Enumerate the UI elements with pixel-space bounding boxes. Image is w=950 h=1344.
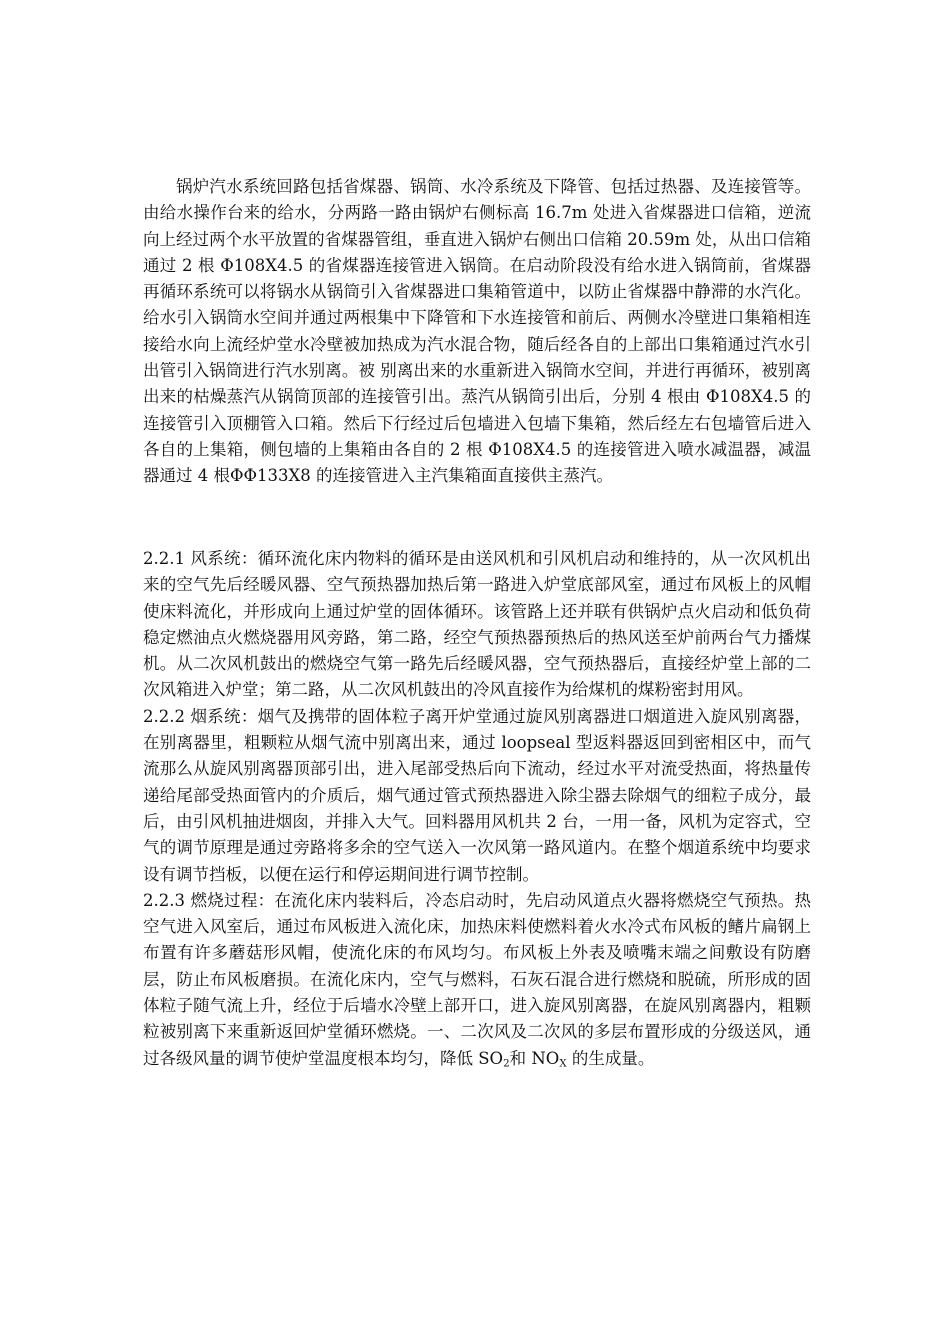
sections-block: [143, 546, 811, 1072]
section-flue-system: 2.2.2 烟系统：烟气及携带的固体粒子离开炉堂通过旋风别离器进口烟道进入旋风别离器，在别离器里，粗颗粒从烟气流中别离出来，通过 loopseal 型返料器返回到密相区中，而气流那么从旋风别离器顶部引出，进入尾部受热后向下流动，经过水平对流受热面，将热量传递给尾部受热面管内的介质后，烟气通过管式预热器进入除尘器去除烟气的细粒子成分，最后，由引风机抽进烟囱，并排入大气。回料器用风机共 2 台，一用一备，风机为定容式，空气的调节原理是通过旁路将多余的空气送入一次风第一路风道内。在整个烟道系统中均要求设有调节挡板，以便在运行和停运期间进行调节控制。: [143, 706, 811, 884]
and-nox-text: 和 NO: [509, 1048, 560, 1068]
intro-block: [143, 174, 811, 490]
combustion-tail-text: 的生成量。: [566, 1048, 655, 1068]
intro-paragraph: 锅炉汽水系统回路包括省煤器、锅筒、水冷系统及下降管、包括过热器、及连接管等。由给水操作台来的给水，分两路一路由锅炉右侧标高 16.7m 处进入省煤器进口信箱，逆流向上经过两个水平放置的省煤器管组，垂直进入锅炉右侧出口信箱 20.59m 处，从出口信箱通过 2 根 Φ108X4.5 的省煤器连接管进入锅筒。在启动阶段没有给水进入锅筒前，省煤器再循环系统可以将锅水从锅筒引入省煤器进口集箱管道中，以防止省煤器中静滞的水汽化。给水引入锅筒水空间并通过两根集中下降管和下水连接管和前后、两侧水冷壁进口集箱相连接给水向上流经炉堂水冷壁被加热成为汽水混合物，随后经各自的上部出口集箱通过汽水引出管引入锅筒进行汽水别离。被 别离出来的水重新进入锅筒水空间，并进行再循环，被别离出来的枯燥蒸汽从锅筒顶部的连接管引出。蒸汽从锅筒引出后，分别 4 根由 Φ108X4.5 的连接管引入顶棚管入口箱。然后下行经过后包墙进入包墙下集箱，然后经左右包墙管后进入各自的上集箱，侧包墙的上集箱由各自的 2 根 Φ108X4.5 的连接管进入喷水减温器，减温器通过 4 根ΦΦ133X8 的连接管进入主汽集箱面直接供主蒸汽。: [143, 177, 811, 486]
combustion-text: 2.2.3 燃烧过程：在流化床内装料后，冷态启动时，先启动风道点火器将燃烧空气预热。热空气进入风室后，通过布风板进入流化床，加热床料使燃料着火水冷式布风板的鳍片扁钢上布置有许多蘑菇形风帽，使流化床的布风均匀。布风板上外表及喷嘴末端之间敷设有防磨层，防止布风板磨损。在流化床内，空气与燃料，石灰石混合进行燃烧和脱硫，所形成的固体粒子随气流上升，经位于后墙水冷壁上部开口，进入旋风别离器，在旋风别离器内，粗颗粒被别离下来重新返回炉堂循环燃烧。一、二次风及二次风的多层布置形成的分级送风，通过各级风量的调节使炉堂温度根本均匀，降低 SO: [143, 890, 811, 1068]
section-wind-system: 2.2.1 风系统：循环流化床内物料的循环是由送风机和引风机启动和维持的，从一次风机出来的空气先后经暖风器、空气预热器加热后第一路进入炉堂底部风室，通过布风板上的风帽使床料流化，并形成向上通过炉堂的固体循环。该管路上还并联有供锅炉点火启动和低负荷稳定燃油点火燃烧器用风旁路，第二路，经空气预热器预热后的热风送至炉前两台气力播煤机。从二次风机鼓出的燃烧空气第一路先后经暖风器，空气预热器后，直接经炉堂上部的二次风箱进入炉堂；第二路，从二次风机鼓出的冷风直接作为给煤机的煤粉密封用风。: [143, 549, 811, 700]
so2-subscript: 2: [503, 1058, 510, 1070]
section-combustion-process: [143, 888, 811, 1072]
nox-subscript: X: [559, 1058, 567, 1070]
